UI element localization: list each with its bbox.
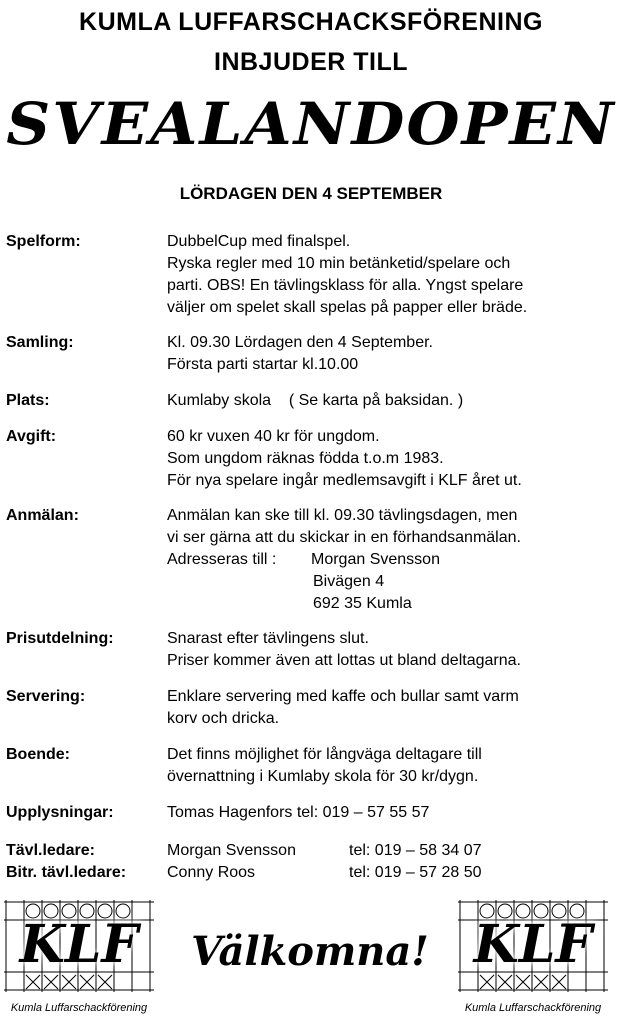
section-value — [167, 426, 617, 492]
text-line: Anmälan kan ske till kl. 09.30 tävlingsdagen, men — [167, 507, 518, 524]
section-value — [167, 505, 617, 615]
text-line: Första parti startar kl.10.00 — [167, 356, 359, 373]
section-value — [167, 332, 617, 376]
section-value — [167, 686, 617, 730]
section-label: Spelform: — [6, 233, 81, 250]
address-street: Bivägen 4 — [313, 573, 385, 590]
address-line — [167, 549, 617, 571]
section-label: Samling: — [6, 334, 74, 351]
text-line: 60 kr vuxen 40 kr för ungdom. — [167, 428, 380, 445]
contact-role: Tävl.ledare: — [6, 842, 95, 859]
club-name-heading: KUMLA LUFFARSCHACKSFÖRENING — [79, 8, 543, 36]
text-line: DubbelCup med finalspel. — [167, 233, 351, 250]
event-title: SVEALANDOPEN — [6, 90, 616, 158]
section-value — [167, 231, 617, 319]
text-line: Tomas Hagenfors tel: 019 – 57 55 57 — [167, 804, 430, 821]
contact-phone: tel: 019 – 57 28 50 — [349, 864, 482, 881]
section-label: Anmälan: — [6, 507, 79, 524]
section-label: Plats: — [6, 392, 50, 409]
event-date: LÖRDAGEN DEN 4 SEPTEMBER — [179, 184, 443, 203]
section-label: Servering: — [6, 688, 86, 705]
section-label: Upplysningar: — [6, 804, 114, 821]
address-line — [167, 571, 617, 593]
section-label: Boende: — [6, 746, 70, 763]
text-line: Som ungdom räknas födda t.o.m 1983. — [167, 450, 444, 467]
text-line: För nya spelare ingår medlemsavgift i KLF året ut. — [167, 472, 522, 489]
section-value — [167, 390, 617, 412]
address-name: Morgan Svensson — [311, 551, 440, 568]
section-value — [167, 628, 617, 672]
text-line: Kumlaby skola ( Se karta på baksidan. ) — [167, 392, 464, 409]
text-line: övernattning i Kumlaby skola för 30 kr/dygn. — [167, 768, 479, 785]
text-line: Ryska regler med 10 min betänketid/spelare och — [167, 255, 511, 272]
text-line: Priser kommer även att lottas ut bland deltagarna. — [167, 652, 521, 669]
klf-logo-left — [0, 896, 158, 1024]
section-label: Prisutdelning: — [6, 630, 114, 647]
text-line: väljer om spelet skall spelas på papper eller bräde. — [167, 299, 528, 316]
invite-heading: INBJUDER TILL — [214, 48, 408, 76]
logo-text: KLF — [19, 914, 139, 975]
address-label: Adresseras till : — [167, 551, 277, 568]
logo-subtitle: Kumla Luffarschackförening — [10, 1002, 148, 1014]
section-label: Avgift: — [6, 428, 57, 445]
contact-role: Bitr. tävl.ledare: — [6, 864, 127, 881]
contact-phone: tel: 019 – 58 34 07 — [349, 842, 482, 859]
text-line: korv och dricka. — [167, 710, 280, 727]
section-value — [167, 802, 617, 824]
welcome-text: Välkomna! — [191, 928, 429, 975]
text-line: parti. OBS! En tävlingsklass för alla. Yngst spelare — [167, 277, 524, 294]
text-line: Enklare servering med kaffe och bullar samt varm — [167, 688, 519, 705]
contact-name: Morgan Svensson — [167, 842, 296, 859]
address-postal: 692 35 Kumla — [313, 595, 412, 612]
text-line: Snarast efter tävlingens slut. — [167, 630, 369, 647]
logo-text: KLF — [473, 914, 593, 975]
section-value — [167, 744, 617, 788]
text-line: Kl. 09.30 Lördagen den 4 September. — [167, 334, 433, 351]
text-line: Det finns möjlighet för långväga deltagare till — [167, 746, 482, 763]
address-line — [167, 593, 617, 615]
logo-subtitle: Kumla Luffarschackförening — [464, 1002, 602, 1014]
text-line: vi ser gärna att du skickar in en förhandsanmälan. — [167, 529, 521, 546]
klf-logo-right — [454, 896, 612, 1024]
contact-name: Conny Roos — [167, 864, 256, 881]
